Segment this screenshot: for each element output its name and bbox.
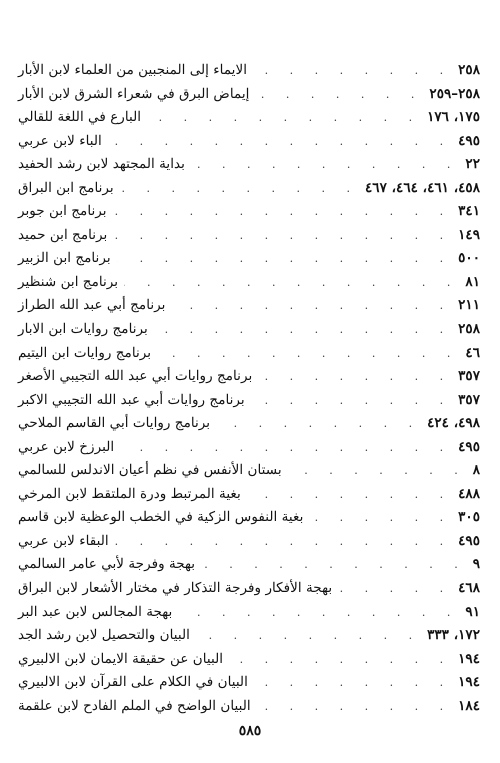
entry-title: البيان عن حقيقة الايمان لابن الالبيري [18, 650, 224, 667]
leader-dots [124, 271, 459, 295]
leader-dots [191, 153, 460, 177]
entry-pages: ١٨٤ [458, 697, 480, 714]
entry-pages: ٢٥٨–٢٥٩ [429, 85, 480, 102]
entry-pages: ١٩٤ [458, 674, 480, 691]
entry-title: برنامج ابن جوبر [18, 203, 107, 220]
leader-dots [120, 177, 359, 201]
index-entry [18, 695, 480, 719]
entry-pages: ٤٦٨ [458, 580, 480, 597]
leader-dots [113, 224, 452, 248]
index-entry [18, 412, 480, 436]
index-entry [18, 483, 480, 507]
entry-pages: ٤٨٨ [458, 485, 480, 502]
entry-title: برنامج ابن الزبير [18, 250, 111, 267]
index-entry [18, 247, 480, 271]
leader-dots [255, 83, 423, 107]
entry-pages: ٥٠٠ [458, 250, 480, 267]
leader-dots [201, 553, 467, 577]
index-entry [18, 83, 480, 107]
leader-dots [251, 389, 452, 413]
entry-pages: ٢٥٨ [458, 62, 480, 78]
index-entry [18, 648, 480, 672]
leader-dots [338, 577, 452, 601]
index-entry [18, 577, 480, 601]
entry-title: بهجة وفرجة لأبي عامر السالمي [18, 556, 196, 573]
entry-pages: ٤٩٨، ٤٢٤ [427, 415, 480, 432]
entry-title: البارع في اللغة للقالي [18, 109, 142, 126]
index-entry [18, 153, 480, 177]
entry-pages: ١٧٥، ١٧٦ [427, 109, 480, 126]
entry-pages: ٤٥٨، ٤٦١، ٤٦٤، ٤٦٧ [365, 179, 480, 196]
index-entry [18, 365, 480, 389]
leader-dots [178, 601, 459, 625]
leader-dots [147, 106, 421, 130]
entry-title: برنامج روايات أبي القاسم الملاحي [18, 415, 211, 432]
entry-title: برنامج ابن شنظير [18, 273, 119, 290]
entry-title: برنامج ابن حميد [18, 226, 108, 243]
entry-pages: ٨١ [465, 273, 480, 290]
index-entry [18, 671, 480, 695]
entry-pages: ٩ [472, 556, 480, 573]
entry-pages: ٢٥٨ [458, 321, 480, 338]
index-entry [18, 224, 480, 248]
entry-title: بهجة الأفكار وفرجة التذكار في مختار الأشعار لابن البراق [18, 580, 333, 597]
entry-pages: ٤٩٥ [458, 132, 480, 149]
index-entry [18, 342, 480, 366]
entry-title: بغية النفوس الزكية في الخطب الوعظية لابن قاسم [18, 509, 304, 526]
leader-dots [108, 130, 452, 154]
entry-pages: ٤٦ [465, 344, 480, 361]
entry-pages: ٢٢ [465, 156, 480, 173]
index-entry [18, 436, 480, 460]
index-entry [18, 459, 480, 483]
entry-title: برنامج أبي عبد الله الطراز [18, 297, 166, 314]
index-entry [18, 200, 480, 224]
index-entry [18, 294, 480, 318]
entry-title: البرزخ لابن عربي [18, 438, 115, 455]
leader-dots [115, 530, 452, 554]
leader-dots [288, 459, 467, 483]
leader-dots [196, 624, 421, 648]
index-entry [18, 601, 480, 625]
index-entry [18, 59, 480, 83]
leader-dots [258, 365, 452, 389]
entry-title: برنامج ابن البراق [18, 179, 114, 196]
index-entry [18, 271, 480, 295]
entry-title: البقاء لابن عربي [18, 532, 109, 549]
index-entry [18, 530, 480, 554]
entry-title: الايماء إلى المنجبين من العلماء لابن الأبار [18, 62, 247, 78]
entry-title: بهجة المجالس لابن عبد البر [18, 603, 173, 620]
leader-dots [117, 247, 452, 271]
leader-dots [247, 483, 452, 507]
entry-pages: ٣٠٥ [458, 509, 480, 526]
leader-dots [113, 200, 453, 224]
entry-title: بستان الأنفس في نظم أعيان الاندلس للسالمي [18, 462, 282, 479]
entry-title: البيان الواضح في الملم الفادح لابن علقمة [18, 697, 251, 714]
leader-dots [257, 695, 452, 719]
leader-dots [254, 671, 452, 695]
entry-title: برنامج روايات أبي عبد الله التجيبي الاكبر [18, 391, 245, 408]
entry-pages: ٣٤١ [458, 203, 480, 220]
entry-title: البيان في الكلام على القرآن لابن الالبيري [18, 674, 248, 691]
leader-dots [120, 436, 452, 460]
index-entry [18, 177, 480, 201]
entry-pages: ٤٩٥ [458, 438, 480, 455]
entry-title: الباء لابن عربي [18, 132, 102, 149]
leader-dots [171, 294, 452, 318]
entry-title: بغية المرتبط ودرة الملتقط لابن المرخي [18, 485, 241, 502]
index-entry [18, 506, 480, 530]
entry-pages: ٢١١ [458, 297, 480, 314]
entry-pages: ٣٥٧ [458, 368, 480, 385]
entry-title: برنامج روايات ابن اليتيم [18, 344, 152, 361]
index-entry [18, 389, 480, 413]
entry-pages: ٣٥٧ [458, 391, 480, 408]
entry-title: بداية المجتهد لابن رشد الحفيد [18, 156, 185, 173]
entry-title: برنامج روايات ابن الابار [18, 321, 148, 338]
leader-dots [229, 648, 452, 672]
index-entry [18, 553, 480, 577]
entry-pages: ١٩٤ [458, 650, 480, 667]
leader-dots [216, 412, 421, 436]
leader-dots [309, 506, 452, 530]
entry-pages: ٨ [472, 462, 480, 479]
entry-title: برنامج روايات أبي عبد الله التجيبي الأصغر [18, 368, 253, 385]
leader-dots [253, 59, 452, 83]
entry-pages: ٩١ [465, 603, 480, 620]
index-entry [18, 624, 480, 648]
entry-title: البيان والتحصيل لابن رشد الجد [18, 627, 190, 644]
book-index-list [18, 59, 480, 718]
index-entry [18, 106, 480, 130]
entry-pages: ١٤٩ [458, 226, 480, 243]
entry-title: إيماض البرق في شعراء الشرق لابن الأبار [18, 85, 250, 102]
leader-dots [157, 342, 459, 366]
index-entry [18, 318, 480, 342]
entry-pages: ٤٩٥ [458, 532, 480, 549]
index-entry [18, 130, 480, 154]
entry-pages: ١٧٢، ٣٣٣ [427, 627, 480, 644]
page-number: ٥٨٥ [238, 723, 262, 739]
leader-dots [154, 318, 452, 342]
